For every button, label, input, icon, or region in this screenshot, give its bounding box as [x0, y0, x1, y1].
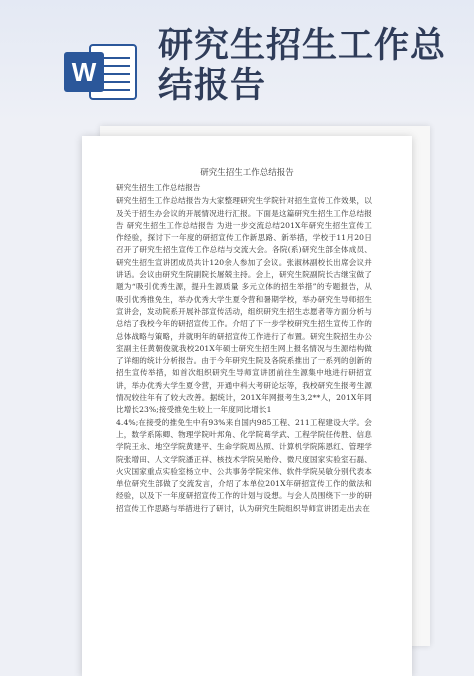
document-paragraph: 研究生招生工作总结报告为大家整理研究生学院针对招生宣传工作效果，以及关于招生办会议的开展情况进行汇报。下面是这篇研究生招生工作总结报告 研究生招生工作总结报告 为进一步交流总结201X年研究生招生宣传工作经验，探讨下一年度的研招宣传工作新思路、新举措，学校于11月20日召开了研究生招生宣传工作总结与交流大会。各院(系)研究生部全体成员、研究生招生宣讲团成员共计120余人参加了会议。张淑林副校长出席会议并讲话。会议由研究生院副院长屠兢主持。会上，研究生院副院长古继宝做了题为“吸引优秀生源，提升生源质量 多元立体的招生举措”的专题报告，从吸引优秀推免生，举办优秀大学生夏令营和暑期学校，举办研究生导师招生宣讲会，发动院系开展补部宣传活动，组织研究生招生志愿者等方面分析与总结了我校今年的研招宣传工作。介绍了下一步学校研究生招生宣传工作的总体战略与策略，并就明年的研招宣传工作进行了布置。研究生院招生办公室副主任黄朝俊就我校201X年硕士研究生招生网上报名情况与生源结构做了详细的统计分析报告。由于今年研究生院及各院系推出了一系列的创新的招生宣传举措，如首次组织研究生导师宣讲团前往生源集中地进行研招宣讲，举办优秀大学生夏令营，开通中科大考研论坛等，我校研究生报考生源情况较往年有了较大改善。据统计，201X年网报考生3,2**人，201X年同比增长23%;接受推免生较上一年度同比增长1 — [116, 196, 372, 415]
word-icon-letter: W — [71, 57, 97, 87]
document-page — [82, 136, 412, 676]
header-banner — [0, 0, 474, 125]
document-heading: 研究生招生工作总结报告 — [200, 168, 294, 178]
page-title-line-2: 结报告 — [158, 66, 267, 106]
document-body — [116, 182, 372, 515]
document-subtitle: 研究生招生工作总结报告 — [116, 183, 201, 192]
document-paragraph: 4.4%;在接受的推免生中有93%来自国内985工程、211工程建设大学。会上，数学系陈卿、物理学院叶邦角、化学院葛学武、工程学院任传胜、信息学院王永、地空学院黄建平、生命学院周丛照、计算机学院陈恩红、管理学院张增田、人文学院潘正祥、核技术学院吴贻伶、微尺度国家实验室石磊、火灾国家重点实验室杨立中、公共事务学院宋伟、软件学院吴敏分别代表本单位研究生部做了交流发言，介绍了本单位201X年研招宣传工作的做法和经验，以及下一年度研招宣传工作的计划与设想。与会人员围绕下一步的研招宣传工作思路与举措进行了研讨，认为研究生院组织导师宣讲团走出去在 — [116, 417, 372, 513]
word-document-icon — [62, 42, 138, 102]
page-title-line-1: 研究生招生工作总 — [158, 26, 447, 66]
